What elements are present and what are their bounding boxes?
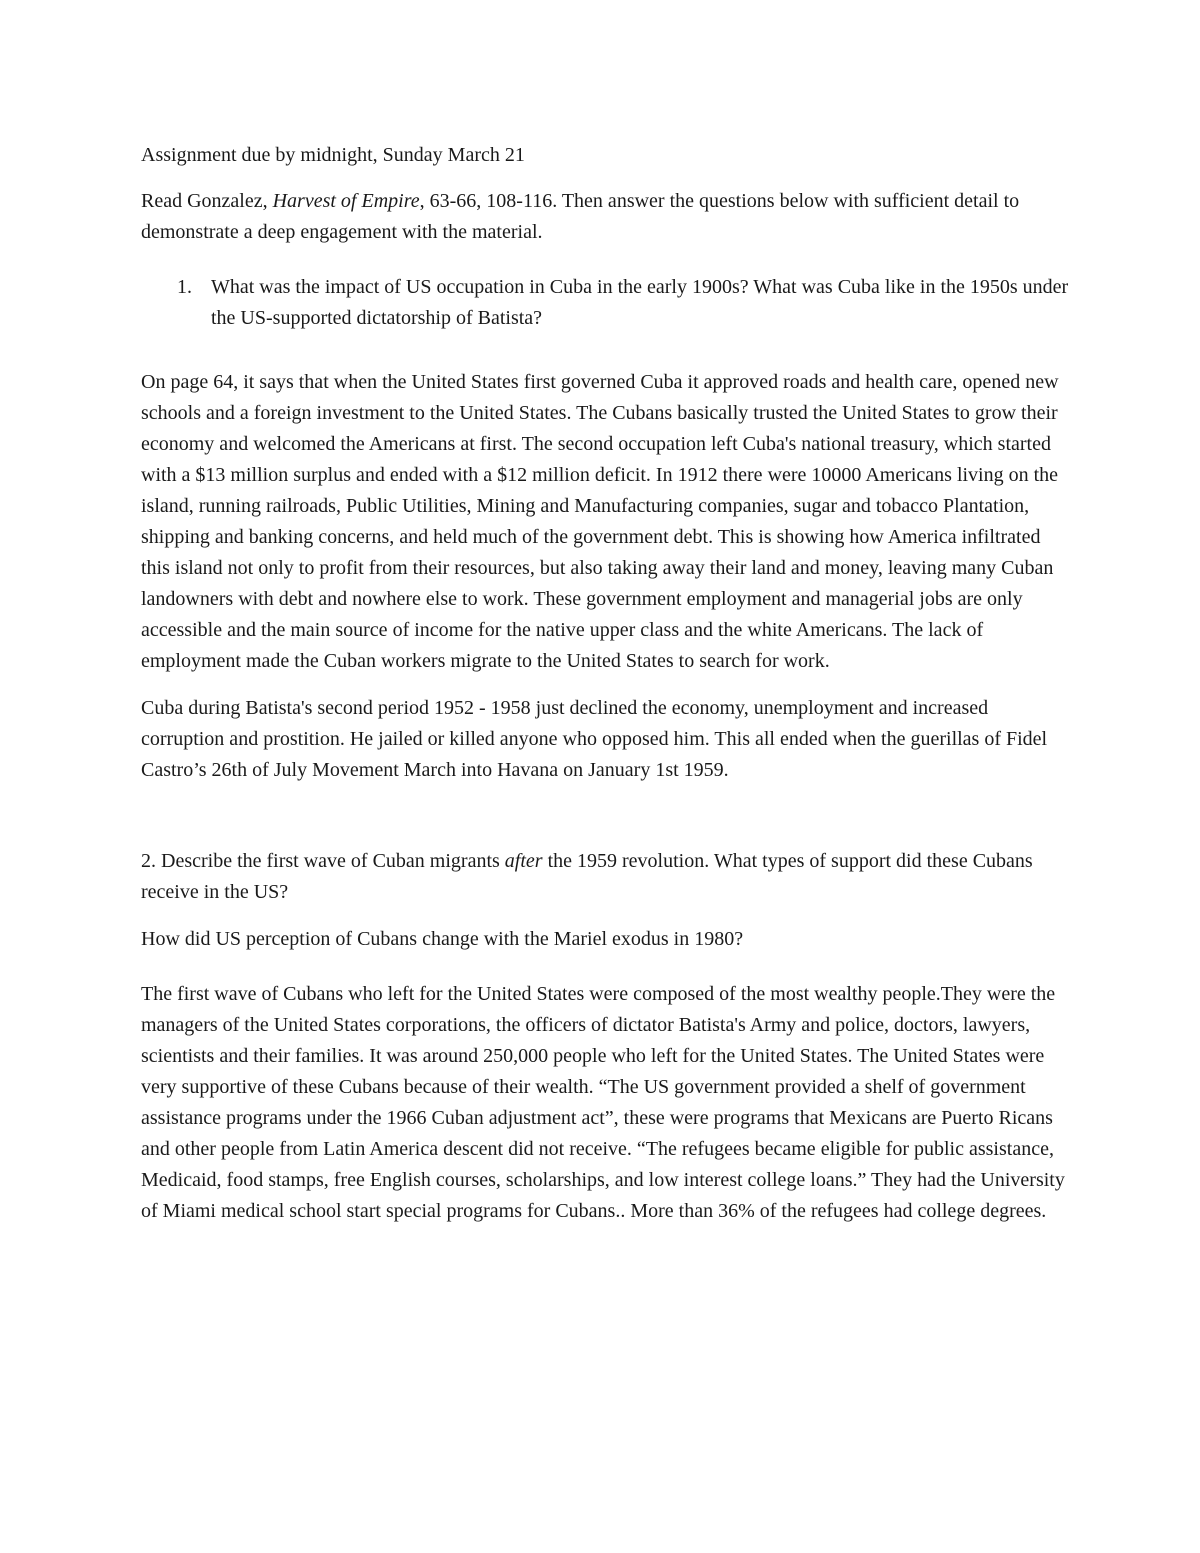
- answer-1-paragraph-1: On page 64, it says that when the United States first governed Cuba it approved roads and health care, opened new schools and a foreign investment to the United States. The Cubans basically trusted the United States to grow their economy and welcomed the Americans at first. The second occupation left Cuba's national treasury, which started with a $13 million surplus and ended with a $12 million deficit. In 1912 there were 10000 Americans living on the island, running railroads, Public Utilities, Mining and Manufacturing companies, sugar and tobacco Plantation, shipping and banking concerns, and held much of the government debt. This is showing how America infiltrated this island not only to profit from their resources, but also taking away their land and money, leaving many Cuban landowners with debt and nowhere else to work. These government employment and managerial jobs are only accessible and the main source of income for the native upper class and the white Americans. The lack of employment made the Cuban workers migrate to the United States to search for work.: [141, 371, 1059, 672]
- document-body: [141, 140, 1071, 1227]
- question-list: [141, 272, 1071, 334]
- intro-prefix: Read Gonzalez,: [141, 190, 273, 212]
- question-1: [141, 272, 1071, 334]
- intro-suffix: , 63-66, 108-116. Then answer the questions below with sufficient detail to demonstrate a deep engagement with the material.: [141, 190, 1020, 243]
- book-title: Harvest of Empire: [272, 190, 420, 212]
- question-2-part-1: [141, 846, 1071, 908]
- answer-2-paragraph-1: The first wave of Cubans who left for the United States were composed of the most wealthy people.They were the managers of the United States corporations, the officers of dictator Batista's Army and police, doctors, lawyers, scientists and their families. It was around 250,000 people who left for the United States. The United States were very supportive of these Cubans because of their wealth. “The US government provided a shelf of government assistance programs under the 1966 Cuban adjustment act”, these were programs that Mexicans are Puerto Ricans and other people from Latin America descent did not receive. “The refugees became eligible for public assistance, Medicaid, food stamps, free English courses, scholarships, and low interest college loans.” They had the University of Miami medical school start special programs for Cubans.. More than 36% of the refugees had college degrees.: [141, 983, 1065, 1222]
- question-2-prefix: 2. Describe the first wave of Cuban migrants: [141, 850, 505, 872]
- answer-1-paragraph-2: Cuba during Batista's second period 1952 - 1958 just declined the economy, unemployment and increased corruption and prostition. He jailed or killed anyone who opposed him. This all ended when the guerillas of Fidel Castro’s 26th of July Movement March into Havana on January 1st 1959.: [141, 697, 1048, 781]
- question-2-emphasis: after: [504, 850, 543, 872]
- reading-instructions: [141, 186, 1071, 248]
- question-2-suffix: the 1959 revolution. What types of support did these Cubans receive in the US?: [141, 850, 1033, 903]
- question-1-number: 1.: [177, 276, 192, 298]
- assignment-due-line: Assignment due by midnight, Sunday March 21: [141, 144, 525, 166]
- question-1-text: What was the impact of US occupation in Cuba in the early 1900s? What was Cuba like in the 1950s under the US-supported dictatorship of Batista?: [211, 276, 1069, 329]
- question-2-part-2: How did US perception of Cubans change with the Mariel exodus in 1980?: [141, 928, 744, 950]
